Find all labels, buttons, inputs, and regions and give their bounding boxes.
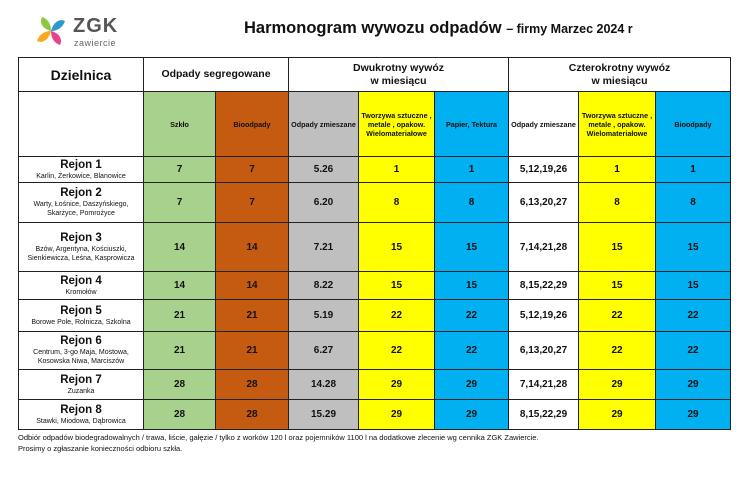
table-row	[19, 400, 731, 430]
table-row	[19, 370, 731, 400]
header-mixed-4x: Odpady zmieszane	[509, 92, 579, 157]
district-areas: Centrum, 3-go Maja, Mostowa, Kosowska Niwa, Marciszów	[33, 349, 129, 365]
paper-cell: 22	[435, 332, 509, 370]
bio-4x-cell: 15	[656, 272, 731, 300]
flower-logo-icon	[33, 14, 69, 50]
title-sub: – firmy Marzec 2024 r	[506, 22, 633, 36]
glass-cell: 21	[144, 332, 216, 370]
mixed-4x-cell: 6,13,20,27	[509, 183, 579, 223]
district-name: Rejon 5	[60, 304, 102, 317]
plastics-cell: 1	[359, 157, 435, 183]
district-cell	[19, 157, 144, 183]
table-row	[19, 272, 731, 300]
plastics-cell: 22	[359, 300, 435, 332]
plastics-4x-cell: 1	[579, 157, 656, 183]
header-segregated: Odpady segregowane	[144, 58, 289, 92]
header-plastics: Tworzywa sztuczne , metale , opakow. Wielomateriałowe	[359, 92, 435, 157]
bio-4x-cell: 22	[656, 332, 731, 370]
bio-4x-cell: 1	[656, 157, 731, 183]
logo-subtitle: zawiercie	[74, 38, 117, 48]
district-name: Rejon 4	[60, 274, 102, 287]
mixed-cell: 5.19	[289, 300, 359, 332]
bio-cell: 7	[216, 183, 289, 223]
mixed-cell: 7.21	[289, 223, 359, 272]
mixed-4x-cell: 5,12,19,26	[509, 300, 579, 332]
header-bio-4x: Bioodpady	[656, 92, 731, 157]
header-mixed: Odpady zmieszane	[289, 92, 359, 157]
table-row	[19, 223, 731, 272]
mixed-cell: 6.27	[289, 332, 359, 370]
district-name: Rejon 7	[60, 373, 102, 386]
mixed-cell: 6.20	[289, 183, 359, 223]
header-paper: Papier, Tektura	[435, 92, 509, 157]
paper-cell: 15	[435, 272, 509, 300]
plastics-4x-cell: 8	[579, 183, 656, 223]
zgk-logo	[33, 14, 153, 50]
glass-cell: 28	[144, 400, 216, 430]
mixed-cell: 15.29	[289, 400, 359, 430]
header-four-line2: w miesiącu	[591, 74, 648, 87]
plastics-4x-cell: 29	[579, 400, 656, 430]
district-cell	[19, 370, 144, 400]
district-areas: Warty, Łośnice, Daszyńskiego, Skarżyce, Pomrożyce	[33, 201, 129, 217]
bio-4x-cell: 29	[656, 370, 731, 400]
mixed-4x-cell: 5,12,19,26	[509, 157, 579, 183]
plastics-4x-cell: 15	[579, 272, 656, 300]
footnotes	[18, 432, 730, 454]
district-name: Rejon 1	[60, 158, 102, 171]
paper-cell: 22	[435, 300, 509, 332]
district-name: Rejon 2	[60, 187, 102, 199]
header-four-line1: Czterokrotny wywóz	[568, 61, 671, 74]
district-cell	[19, 400, 144, 430]
mixed-4x-cell: 8,15,22,29	[509, 400, 579, 430]
header-district: Dzielnica	[19, 58, 144, 92]
plastics-cell: 22	[359, 332, 435, 370]
bio-cell: 21	[216, 300, 289, 332]
header-plastics-4x: Tworzywa sztuczne , metale , opakow. Wielomateriałowe	[579, 92, 656, 157]
district-cell	[19, 272, 144, 300]
district-areas: Bzów, Argentyna, Kościuszki, Sienkiewicza, Leśna, Kasprowicza	[27, 245, 135, 262]
header-district-spacer	[19, 92, 144, 157]
table-row	[19, 300, 731, 332]
header-glass: Szkło	[144, 92, 216, 157]
plastics-cell: 15	[359, 272, 435, 300]
bio-4x-cell: 22	[656, 300, 731, 332]
header-twice-monthly	[289, 58, 509, 92]
bio-cell: 7	[216, 157, 289, 183]
bio-cell: 21	[216, 332, 289, 370]
district-name: Rejon 6	[60, 335, 102, 347]
bio-cell: 14	[216, 272, 289, 300]
table-row	[19, 157, 731, 183]
page-title	[244, 19, 633, 38]
glass-cell: 14	[144, 272, 216, 300]
bio-4x-cell: 8	[656, 183, 731, 223]
header-bio: Bioodpady	[216, 92, 289, 157]
paper-cell: 1	[435, 157, 509, 183]
header-four-monthly	[509, 58, 731, 92]
district-areas: Zuzanka	[67, 387, 95, 395]
glass-cell: 7	[144, 183, 216, 223]
plastics-4x-cell: 22	[579, 332, 656, 370]
footnote-bio: Odbiór odpadów biodegradowalnych / trawa, liście, gałęzie / tylko z worków 120 l oraz pojemników 1100 l na dodatkowe zlecenie wg cennika ZGK Zawiercie.	[18, 433, 539, 442]
footnote-glass: Prosimy o zgłaszanie konieczności odbioru szkła.	[18, 444, 183, 453]
bio-4x-cell: 29	[656, 400, 731, 430]
mixed-4x-cell: 7,14,21,28	[509, 370, 579, 400]
mixed-4x-cell: 6,13,20,27	[509, 332, 579, 370]
table-row	[19, 183, 731, 223]
district-areas: Kromołów	[65, 288, 97, 296]
plastics-cell: 29	[359, 370, 435, 400]
plastics-4x-cell: 29	[579, 370, 656, 400]
district-areas: Karlin, Żerkowice, Blanowice	[36, 172, 126, 180]
glass-cell: 14	[144, 223, 216, 272]
plastics-4x-cell: 15	[579, 223, 656, 272]
district-name: Rejon 8	[60, 403, 102, 416]
glass-cell: 28	[144, 370, 216, 400]
district-cell	[19, 183, 144, 223]
district-areas: Stawki, Miodowa, Dąbrowica	[36, 417, 126, 425]
bio-cell: 28	[216, 400, 289, 430]
table-row	[19, 332, 731, 370]
mixed-4x-cell: 8,15,22,29	[509, 272, 579, 300]
mixed-cell: 14.28	[289, 370, 359, 400]
plastics-cell: 8	[359, 183, 435, 223]
paper-cell: 29	[435, 370, 509, 400]
plastics-cell: 29	[359, 400, 435, 430]
district-areas: Borowe Pole, Rolnicza, Szkolna	[31, 318, 131, 326]
paper-cell: 8	[435, 183, 509, 223]
paper-cell: 29	[435, 400, 509, 430]
district-cell	[19, 332, 144, 370]
mixed-cell: 8.22	[289, 272, 359, 300]
bio-cell: 28	[216, 370, 289, 400]
title-main: Harmonogram wywozu odpadów	[244, 19, 502, 37]
bio-4x-cell: 15	[656, 223, 731, 272]
glass-cell: 21	[144, 300, 216, 332]
header-twice-line1: Dwukrotny wywóz	[352, 61, 444, 74]
glass-cell: 7	[144, 157, 216, 183]
header-twice-line2: w miesiącu	[370, 74, 427, 87]
district-cell	[19, 300, 144, 332]
district-name: Rejon 3	[60, 231, 102, 244]
plastics-4x-cell: 22	[579, 300, 656, 332]
paper-cell: 15	[435, 223, 509, 272]
mixed-4x-cell: 7,14,21,28	[509, 223, 579, 272]
logo-name: ZGK	[73, 15, 119, 37]
district-cell	[19, 223, 144, 272]
bio-cell: 14	[216, 223, 289, 272]
plastics-cell: 15	[359, 223, 435, 272]
mixed-cell: 5.26	[289, 157, 359, 183]
schedule-table	[18, 57, 731, 430]
